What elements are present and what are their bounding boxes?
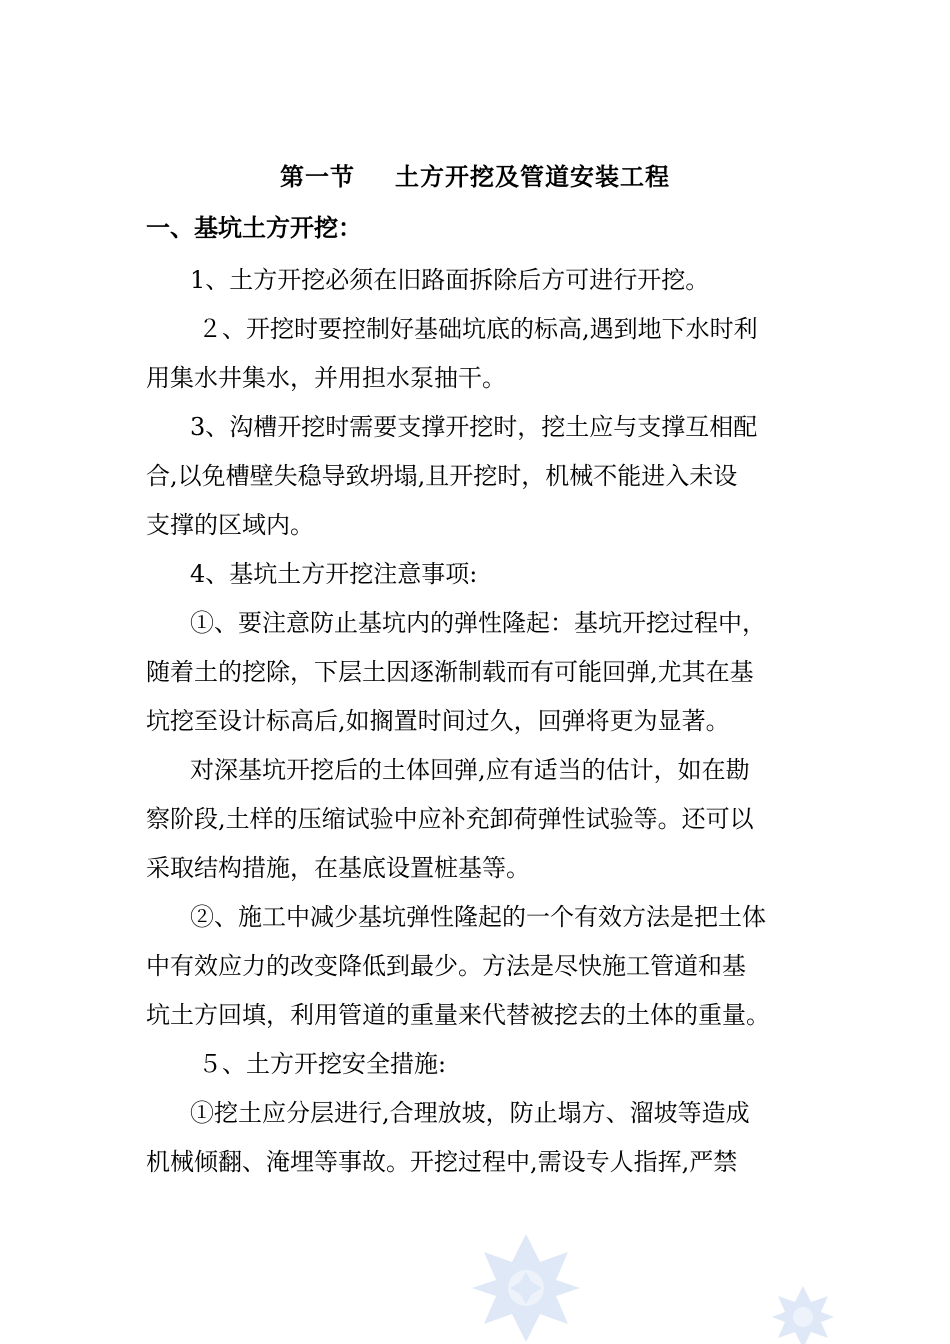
section-number: 第一节 <box>280 163 355 191</box>
text-line: 用集水井集水，并用担水泵抽干。 <box>146 364 506 392</box>
paragraph-6 <box>146 746 808 893</box>
paragraph-3 <box>146 403 808 550</box>
text-line: ①、要注意防止基坑内的弹性隆起：基坑开挖过程中， <box>190 609 766 637</box>
paragraph-7 <box>146 893 808 1040</box>
text-line: 察阶段,土样的压缩试验中应补充卸荷弹性试验等。还可以 <box>146 805 754 833</box>
text-line: 1、土方开挖必须在旧路面拆除后方可进行开挖。 <box>190 266 710 294</box>
text-line: 对深基坑开挖后的土体回弹,应有适当的估计，如在勘 <box>190 756 750 784</box>
text-line: ①挖土应分层进行,合理放坡，防止塌方、溜坡等造成 <box>190 1099 750 1127</box>
subsection-heading: 一、基坑土方开挖： <box>146 214 362 242</box>
text-line: 机械倾翻、淹埋等事故。开挖过程中,需设专人指挥,严禁 <box>146 1148 738 1176</box>
snowflake-watermark-icon <box>470 1232 582 1344</box>
section-title-text: 土方开挖及管道安装工程 <box>395 163 670 191</box>
section-title <box>0 157 950 192</box>
text-line: 3、沟槽开挖时需要支撑开挖时，挖土应与支撑互相配 <box>190 413 758 441</box>
paragraph-4 <box>146 550 808 599</box>
paragraph-2 <box>146 305 808 403</box>
text-line: 采取结构措施，在基底设置桩基等。 <box>146 854 530 882</box>
text-line: 支撑的区域内。 <box>146 511 314 539</box>
text-line: 合,以免槽壁失稳导致坍塌,且开挖时，机械不能进入未设 <box>146 462 738 490</box>
text-line: ②、施工中减少基坑弹性隆起的一个有效方法是把土体 <box>190 903 766 931</box>
paragraph-1 <box>146 256 808 305</box>
paragraph-5 <box>146 599 808 746</box>
paragraph-9 <box>146 1089 808 1187</box>
snowflake-watermark-icon <box>770 1284 836 1344</box>
text-line: ５、土方开挖安全措施: <box>198 1050 447 1078</box>
text-line: 4、基坑土方开挖注意事项: <box>190 560 478 588</box>
text-line: 随着土的挖除，下层土因逐渐制载而有可能回弹,尤其在基 <box>146 658 754 686</box>
text-line: 中有效应力的改变降低到最少。方法是尽快施工管道和基 <box>146 952 746 980</box>
paragraph-8 <box>146 1040 808 1089</box>
text-line: ２、开挖时要控制好基础坑底的标高,遇到地下水时利 <box>198 315 758 343</box>
text-line: 坑土方回填，利用管道的重量来代替被挖去的土体的重量。 <box>146 1001 770 1029</box>
text-line: 坑挖至设计标高后,如搁置时间过久，回弹将更为显著。 <box>146 707 730 735</box>
